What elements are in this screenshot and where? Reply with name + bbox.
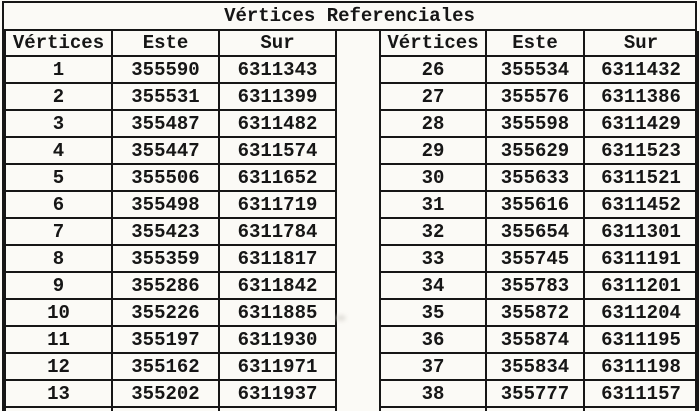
sur-cell: 6311784 xyxy=(219,218,336,245)
table-row xyxy=(380,191,698,218)
table-row xyxy=(380,353,698,380)
este-cell: 355162 xyxy=(112,353,219,380)
vertex-number-cell: 4 xyxy=(5,137,112,164)
vertex-number-cell: 27 xyxy=(380,83,486,110)
este-cell: 355590 xyxy=(112,56,219,83)
sur-cell: 6311719 xyxy=(219,191,336,218)
empty-cell xyxy=(584,407,698,411)
vertex-number-cell: 1 xyxy=(5,56,112,83)
este-cell: 355783 xyxy=(486,272,584,299)
vertex-number-cell: 30 xyxy=(380,164,486,191)
este-cell: 355487 xyxy=(112,110,219,137)
table-row xyxy=(380,56,698,83)
col-header-vertices: Vértices xyxy=(380,31,486,56)
sur-cell: 6311343 xyxy=(219,56,336,83)
table-row xyxy=(5,299,336,326)
este-cell: 355498 xyxy=(112,191,219,218)
vertex-number-cell: 26 xyxy=(380,56,486,83)
clipped-partial-row xyxy=(5,407,336,411)
scan-smudge xyxy=(336,315,346,321)
vertex-number-cell: 32 xyxy=(380,218,486,245)
tables-container xyxy=(4,31,695,411)
este-cell: 355531 xyxy=(112,83,219,110)
empty-cell xyxy=(486,407,584,411)
table-row xyxy=(5,380,336,407)
este-cell: 355874 xyxy=(486,326,584,353)
vertices-table-right xyxy=(379,31,699,411)
table-row xyxy=(380,83,698,110)
vertices-table-left xyxy=(4,31,337,411)
col-header-este: Este xyxy=(486,31,584,56)
clipped-partial-row xyxy=(380,407,698,411)
este-cell: 355286 xyxy=(112,272,219,299)
empty-cell xyxy=(112,407,219,411)
este-cell: 355598 xyxy=(486,110,584,137)
sur-cell: 6311523 xyxy=(584,137,698,164)
table-row xyxy=(380,272,698,299)
este-cell: 355423 xyxy=(112,218,219,245)
table-row xyxy=(5,56,336,83)
sur-cell: 6311452 xyxy=(584,191,698,218)
este-cell: 355834 xyxy=(486,353,584,380)
vertex-number-cell: 37 xyxy=(380,353,486,380)
sur-cell: 6311191 xyxy=(584,245,698,272)
table-row xyxy=(380,110,698,137)
sur-cell: 6311399 xyxy=(219,83,336,110)
este-cell: 355745 xyxy=(486,245,584,272)
este-cell: 355197 xyxy=(112,326,219,353)
table-title: Vértices Referenciales xyxy=(4,3,695,31)
col-header-sur: Sur xyxy=(584,31,698,56)
table-row xyxy=(5,137,336,164)
reference-table-frame xyxy=(2,1,697,411)
col-header-vertices: Vértices xyxy=(5,31,112,56)
table-row xyxy=(380,137,698,164)
table-row xyxy=(380,326,698,353)
sur-cell: 6311204 xyxy=(584,299,698,326)
table-row xyxy=(380,299,698,326)
sur-cell: 6311652 xyxy=(219,164,336,191)
vertex-number-cell: 13 xyxy=(5,380,112,407)
vertex-number-cell: 9 xyxy=(5,272,112,299)
vertex-number-cell: 10 xyxy=(5,299,112,326)
sur-cell: 6311195 xyxy=(584,326,698,353)
sur-cell: 6311386 xyxy=(584,83,698,110)
sur-cell: 6311301 xyxy=(584,218,698,245)
vertex-number-cell: 35 xyxy=(380,299,486,326)
este-cell: 355506 xyxy=(112,164,219,191)
sur-cell: 6311885 xyxy=(219,299,336,326)
table-row xyxy=(380,218,698,245)
table-row xyxy=(5,218,336,245)
table-row xyxy=(380,380,698,407)
vertex-number-cell: 5 xyxy=(5,164,112,191)
vertex-number-cell: 33 xyxy=(380,245,486,272)
empty-cell xyxy=(380,407,486,411)
este-cell: 355629 xyxy=(486,137,584,164)
este-cell: 355654 xyxy=(486,218,584,245)
vertex-number-cell: 3 xyxy=(5,110,112,137)
vertex-number-cell: 7 xyxy=(5,218,112,245)
vertex-number-cell: 29 xyxy=(380,137,486,164)
table-row xyxy=(5,164,336,191)
este-cell: 355447 xyxy=(112,137,219,164)
vertex-number-cell: 31 xyxy=(380,191,486,218)
sur-cell: 6311937 xyxy=(219,380,336,407)
vertex-number-cell: 36 xyxy=(380,326,486,353)
vertex-number-cell: 6 xyxy=(5,191,112,218)
table-row xyxy=(5,326,336,353)
col-header-este: Este xyxy=(112,31,219,56)
este-cell: 355777 xyxy=(486,380,584,407)
table-row xyxy=(5,353,336,380)
sur-cell: 6311429 xyxy=(584,110,698,137)
sur-cell: 6311521 xyxy=(584,164,698,191)
empty-cell xyxy=(219,407,336,411)
header-row xyxy=(5,31,336,56)
sur-cell: 6311930 xyxy=(219,326,336,353)
este-cell: 355872 xyxy=(486,299,584,326)
este-cell: 355202 xyxy=(112,380,219,407)
header-row xyxy=(380,31,698,56)
table-row xyxy=(380,164,698,191)
sur-cell: 6311817 xyxy=(219,245,336,272)
table-body-left xyxy=(5,56,336,411)
vertex-number-cell: 11 xyxy=(5,326,112,353)
sur-cell: 6311482 xyxy=(219,110,336,137)
vertex-number-cell: 2 xyxy=(5,83,112,110)
empty-cell xyxy=(5,407,112,411)
table-body-right xyxy=(380,56,698,411)
sur-cell: 6311574 xyxy=(219,137,336,164)
este-cell: 355633 xyxy=(486,164,584,191)
table-row xyxy=(380,245,698,272)
vertex-number-cell: 38 xyxy=(380,380,486,407)
sur-cell: 6311842 xyxy=(219,272,336,299)
table-row xyxy=(5,110,336,137)
este-cell: 355226 xyxy=(112,299,219,326)
table-row xyxy=(5,83,336,110)
sur-cell: 6311201 xyxy=(584,272,698,299)
este-cell: 355359 xyxy=(112,245,219,272)
vertex-number-cell: 8 xyxy=(5,245,112,272)
sur-cell: 6311198 xyxy=(584,353,698,380)
sur-cell: 6311432 xyxy=(584,56,698,83)
vertex-number-cell: 12 xyxy=(5,353,112,380)
vertex-number-cell: 28 xyxy=(380,110,486,137)
sur-cell: 6311971 xyxy=(219,353,336,380)
este-cell: 355616 xyxy=(486,191,584,218)
este-cell: 355534 xyxy=(486,56,584,83)
este-cell: 355576 xyxy=(486,83,584,110)
sur-cell: 6311157 xyxy=(584,380,698,407)
col-header-sur: Sur xyxy=(219,31,336,56)
table-row xyxy=(5,245,336,272)
table-row xyxy=(5,191,336,218)
table-row xyxy=(5,272,336,299)
vertex-number-cell: 34 xyxy=(380,272,486,299)
